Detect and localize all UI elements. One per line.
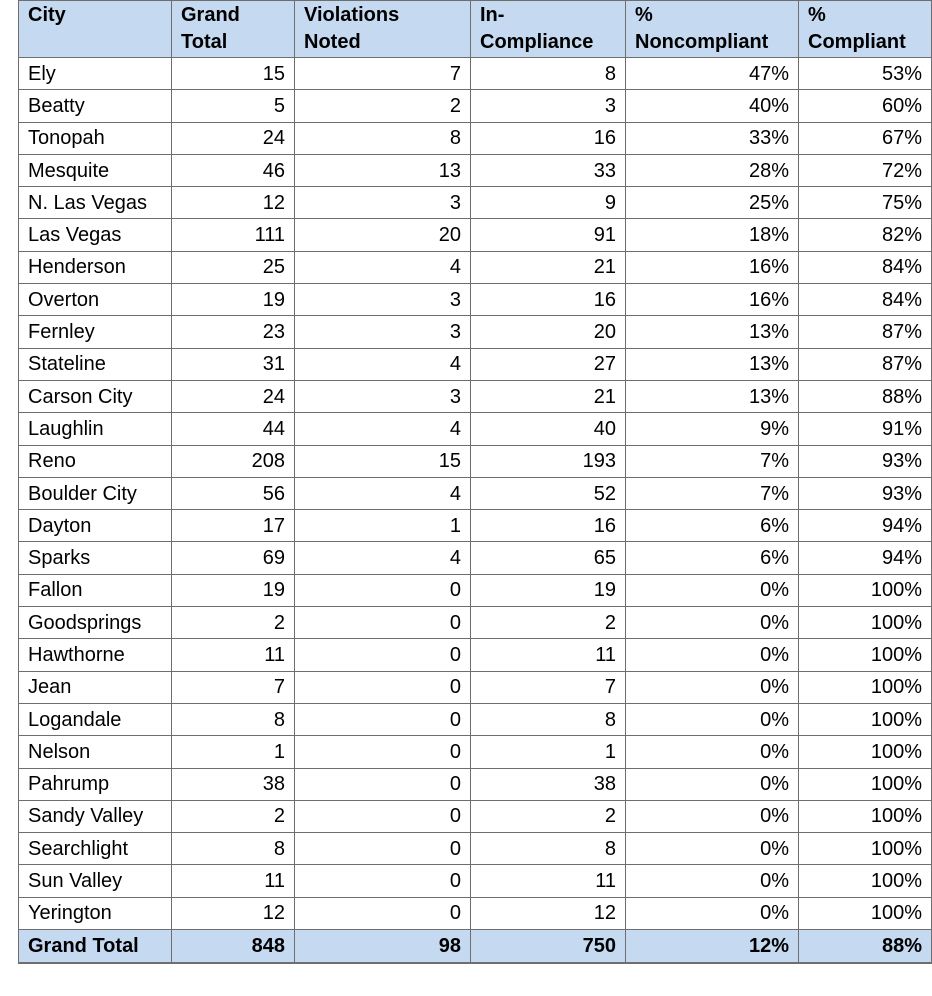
violations-cell: 2 bbox=[295, 90, 471, 122]
in-compliance-cell: 11 bbox=[471, 865, 626, 897]
in-compliance-cell: 2 bbox=[471, 800, 626, 832]
violations-cell: 3 bbox=[295, 284, 471, 316]
grand-total-cell: 12 bbox=[172, 187, 295, 219]
pct-compliant-cell: 82% bbox=[799, 219, 932, 251]
city-cell: Searchlight bbox=[19, 833, 172, 865]
pct-compliant-cell: 67% bbox=[799, 122, 932, 154]
violations-cell: 0 bbox=[295, 736, 471, 768]
total-violations-noted: 98 bbox=[295, 930, 471, 963]
table-row bbox=[19, 671, 932, 703]
table-row bbox=[19, 284, 932, 316]
in-compliance-cell: 20 bbox=[471, 316, 626, 348]
pct-compliant-cell: 91% bbox=[799, 413, 932, 445]
header-violations-noted: Violations Noted bbox=[295, 1, 471, 58]
grand-total-cell: 44 bbox=[172, 413, 295, 445]
violations-cell: 3 bbox=[295, 380, 471, 412]
grand-total-cell: 8 bbox=[172, 833, 295, 865]
violations-cell: 4 bbox=[295, 477, 471, 509]
grand-total-cell: 24 bbox=[172, 380, 295, 412]
pct-noncompliant-cell: 6% bbox=[626, 510, 799, 542]
city-cell: Logandale bbox=[19, 703, 172, 735]
table-row bbox=[19, 90, 932, 122]
pct-compliant-cell: 100% bbox=[799, 607, 932, 639]
pct-compliant-cell: 100% bbox=[799, 639, 932, 671]
grand-total-cell: 25 bbox=[172, 251, 295, 283]
city-cell: Las Vegas bbox=[19, 219, 172, 251]
violations-cell: 1 bbox=[295, 510, 471, 542]
grand-total-cell: 12 bbox=[172, 897, 295, 929]
grand-total-cell: 46 bbox=[172, 154, 295, 186]
header-row bbox=[19, 1, 932, 58]
city-cell: Pahrump bbox=[19, 768, 172, 800]
grand-total-cell: 7 bbox=[172, 671, 295, 703]
city-cell: Overton bbox=[19, 284, 172, 316]
pct-noncompliant-cell: 6% bbox=[626, 542, 799, 574]
pct-noncompliant-cell: 0% bbox=[626, 768, 799, 800]
in-compliance-cell: 193 bbox=[471, 445, 626, 477]
in-compliance-cell: 2 bbox=[471, 607, 626, 639]
violations-cell: 0 bbox=[295, 833, 471, 865]
table-row bbox=[19, 477, 932, 509]
in-compliance-cell: 8 bbox=[471, 58, 626, 90]
grand-total-cell: 8 bbox=[172, 703, 295, 735]
pct-noncompliant-cell: 16% bbox=[626, 284, 799, 316]
city-cell: Ely bbox=[19, 58, 172, 90]
table-body bbox=[19, 58, 932, 930]
grand-total-cell: 56 bbox=[172, 477, 295, 509]
city-cell: Dayton bbox=[19, 510, 172, 542]
in-compliance-cell: 16 bbox=[471, 510, 626, 542]
table-row bbox=[19, 833, 932, 865]
pct-compliant-cell: 84% bbox=[799, 251, 932, 283]
in-compliance-cell: 9 bbox=[471, 187, 626, 219]
violations-cell: 3 bbox=[295, 187, 471, 219]
pct-noncompliant-cell: 0% bbox=[626, 639, 799, 671]
pct-compliant-cell: 100% bbox=[799, 736, 932, 768]
grand-total-cell: 111 bbox=[172, 219, 295, 251]
header-city: City bbox=[19, 1, 172, 58]
grand-total-cell: 17 bbox=[172, 510, 295, 542]
city-cell: Stateline bbox=[19, 348, 172, 380]
table-row bbox=[19, 736, 932, 768]
pct-compliant-cell: 93% bbox=[799, 477, 932, 509]
pct-compliant-cell: 93% bbox=[799, 445, 932, 477]
violations-cell: 4 bbox=[295, 413, 471, 445]
city-cell: Fernley bbox=[19, 316, 172, 348]
city-cell: Mesquite bbox=[19, 154, 172, 186]
in-compliance-cell: 40 bbox=[471, 413, 626, 445]
in-compliance-cell: 7 bbox=[471, 671, 626, 703]
pct-noncompliant-cell: 40% bbox=[626, 90, 799, 122]
table-row bbox=[19, 380, 932, 412]
city-cell: Sandy Valley bbox=[19, 800, 172, 832]
city-cell: Henderson bbox=[19, 251, 172, 283]
table-row bbox=[19, 800, 932, 832]
grand-total-cell: 38 bbox=[172, 768, 295, 800]
pct-noncompliant-cell: 0% bbox=[626, 736, 799, 768]
grand-total-cell: 24 bbox=[172, 122, 295, 154]
in-compliance-cell: 52 bbox=[471, 477, 626, 509]
table-row bbox=[19, 542, 932, 574]
pct-compliant-cell: 100% bbox=[799, 671, 932, 703]
city-cell: Beatty bbox=[19, 90, 172, 122]
pct-noncompliant-cell: 0% bbox=[626, 865, 799, 897]
violations-cell: 0 bbox=[295, 671, 471, 703]
city-cell: Laughlin bbox=[19, 413, 172, 445]
pct-compliant-cell: 75% bbox=[799, 187, 932, 219]
violations-cell: 0 bbox=[295, 607, 471, 639]
table-row bbox=[19, 187, 932, 219]
grand-total-cell: 15 bbox=[172, 58, 295, 90]
table-row bbox=[19, 897, 932, 929]
table-row bbox=[19, 316, 932, 348]
table-row bbox=[19, 348, 932, 380]
pct-noncompliant-cell: 9% bbox=[626, 413, 799, 445]
grand-total-cell: 23 bbox=[172, 316, 295, 348]
in-compliance-cell: 12 bbox=[471, 897, 626, 929]
pct-compliant-cell: 87% bbox=[799, 316, 932, 348]
violations-cell: 15 bbox=[295, 445, 471, 477]
pct-compliant-cell: 94% bbox=[799, 510, 932, 542]
grand-total-cell: 19 bbox=[172, 284, 295, 316]
in-compliance-cell: 21 bbox=[471, 380, 626, 412]
grand-total-cell: 2 bbox=[172, 800, 295, 832]
pct-noncompliant-cell: 28% bbox=[626, 154, 799, 186]
in-compliance-cell: 8 bbox=[471, 703, 626, 735]
city-cell: Tonopah bbox=[19, 122, 172, 154]
in-compliance-cell: 16 bbox=[471, 284, 626, 316]
table-row bbox=[19, 445, 932, 477]
violations-cell: 0 bbox=[295, 639, 471, 671]
pct-compliant-cell: 94% bbox=[799, 542, 932, 574]
in-compliance-cell: 8 bbox=[471, 833, 626, 865]
table-row bbox=[19, 703, 932, 735]
pct-noncompliant-cell: 13% bbox=[626, 316, 799, 348]
pct-noncompliant-cell: 47% bbox=[626, 58, 799, 90]
total-pct-noncompliant: 12% bbox=[626, 930, 799, 963]
table-header bbox=[19, 1, 932, 58]
grand-total-cell: 208 bbox=[172, 445, 295, 477]
city-cell: Sun Valley bbox=[19, 865, 172, 897]
pct-noncompliant-cell: 7% bbox=[626, 445, 799, 477]
table-row bbox=[19, 219, 932, 251]
pct-compliant-cell: 100% bbox=[799, 865, 932, 897]
violations-cell: 4 bbox=[295, 348, 471, 380]
pct-compliant-cell: 88% bbox=[799, 380, 932, 412]
compliance-table bbox=[18, 0, 932, 964]
pct-compliant-cell: 100% bbox=[799, 768, 932, 800]
city-cell: Sparks bbox=[19, 542, 172, 574]
pct-noncompliant-cell: 33% bbox=[626, 122, 799, 154]
in-compliance-cell: 27 bbox=[471, 348, 626, 380]
pct-noncompliant-cell: 13% bbox=[626, 348, 799, 380]
violations-cell: 0 bbox=[295, 800, 471, 832]
table-row bbox=[19, 639, 932, 671]
header-pct-compliant: % Compliant bbox=[799, 1, 932, 58]
city-cell: Hawthorne bbox=[19, 639, 172, 671]
table-row bbox=[19, 574, 932, 606]
grand-total-cell: 11 bbox=[172, 865, 295, 897]
city-cell: Fallon bbox=[19, 574, 172, 606]
violations-cell: 0 bbox=[295, 897, 471, 929]
grand-total-cell: 2 bbox=[172, 607, 295, 639]
pct-noncompliant-cell: 0% bbox=[626, 897, 799, 929]
city-cell: Carson City bbox=[19, 380, 172, 412]
pct-noncompliant-cell: 13% bbox=[626, 380, 799, 412]
grand-total-cell: 5 bbox=[172, 90, 295, 122]
pct-compliant-cell: 72% bbox=[799, 154, 932, 186]
pct-compliant-cell: 100% bbox=[799, 897, 932, 929]
total-grand-total: 848 bbox=[172, 930, 295, 963]
grand-total-cell: 1 bbox=[172, 736, 295, 768]
pct-noncompliant-cell: 0% bbox=[626, 671, 799, 703]
city-cell: Goodsprings bbox=[19, 607, 172, 639]
in-compliance-cell: 33 bbox=[471, 154, 626, 186]
pct-noncompliant-cell: 0% bbox=[626, 703, 799, 735]
violations-cell: 3 bbox=[295, 316, 471, 348]
total-in-compliance: 750 bbox=[471, 930, 626, 963]
total-pct-compliant: 88% bbox=[799, 930, 932, 963]
city-cell: Boulder City bbox=[19, 477, 172, 509]
violations-cell: 13 bbox=[295, 154, 471, 186]
in-compliance-cell: 1 bbox=[471, 736, 626, 768]
pct-noncompliant-cell: 0% bbox=[626, 833, 799, 865]
pct-compliant-cell: 100% bbox=[799, 703, 932, 735]
table-row bbox=[19, 413, 932, 445]
in-compliance-cell: 11 bbox=[471, 639, 626, 671]
grand-total-cell: 31 bbox=[172, 348, 295, 380]
pct-compliant-cell: 60% bbox=[799, 90, 932, 122]
violations-cell: 4 bbox=[295, 251, 471, 283]
table-row bbox=[19, 607, 932, 639]
table-row bbox=[19, 154, 932, 186]
total-label: Grand Total bbox=[19, 930, 172, 963]
header-grand-total: Grand Total bbox=[172, 1, 295, 58]
pct-compliant-cell: 100% bbox=[799, 574, 932, 606]
violations-cell: 20 bbox=[295, 219, 471, 251]
pct-noncompliant-cell: 7% bbox=[626, 477, 799, 509]
table-row bbox=[19, 768, 932, 800]
in-compliance-cell: 3 bbox=[471, 90, 626, 122]
city-cell: Nelson bbox=[19, 736, 172, 768]
header-in-compliance: In-Compliance bbox=[471, 1, 626, 58]
violations-cell: 8 bbox=[295, 122, 471, 154]
in-compliance-cell: 38 bbox=[471, 768, 626, 800]
pct-compliant-cell: 53% bbox=[799, 58, 932, 90]
violations-cell: 7 bbox=[295, 58, 471, 90]
table-row bbox=[19, 510, 932, 542]
pct-noncompliant-cell: 18% bbox=[626, 219, 799, 251]
violations-cell: 0 bbox=[295, 768, 471, 800]
violations-cell: 0 bbox=[295, 703, 471, 735]
in-compliance-cell: 91 bbox=[471, 219, 626, 251]
city-cell: Reno bbox=[19, 445, 172, 477]
grand-total-cell: 11 bbox=[172, 639, 295, 671]
pct-noncompliant-cell: 0% bbox=[626, 800, 799, 832]
violations-cell: 0 bbox=[295, 574, 471, 606]
pct-compliant-cell: 100% bbox=[799, 833, 932, 865]
city-cell: Yerington bbox=[19, 897, 172, 929]
grand-total-cell: 69 bbox=[172, 542, 295, 574]
header-pct-noncompliant: % Noncompliant bbox=[626, 1, 799, 58]
table-row bbox=[19, 865, 932, 897]
pct-noncompliant-cell: 0% bbox=[626, 607, 799, 639]
pct-noncompliant-cell: 25% bbox=[626, 187, 799, 219]
city-cell: Jean bbox=[19, 671, 172, 703]
violations-cell: 0 bbox=[295, 865, 471, 897]
grand-total-row bbox=[19, 930, 932, 963]
pct-compliant-cell: 100% bbox=[799, 800, 932, 832]
table-row bbox=[19, 58, 932, 90]
table-footer bbox=[19, 930, 932, 963]
table-row bbox=[19, 122, 932, 154]
pct-noncompliant-cell: 0% bbox=[626, 574, 799, 606]
city-cell: N. Las Vegas bbox=[19, 187, 172, 219]
pct-compliant-cell: 84% bbox=[799, 284, 932, 316]
violations-cell: 4 bbox=[295, 542, 471, 574]
table-row bbox=[19, 251, 932, 283]
in-compliance-cell: 21 bbox=[471, 251, 626, 283]
in-compliance-cell: 65 bbox=[471, 542, 626, 574]
grand-total-cell: 19 bbox=[172, 574, 295, 606]
in-compliance-cell: 19 bbox=[471, 574, 626, 606]
pct-compliant-cell: 87% bbox=[799, 348, 932, 380]
pct-noncompliant-cell: 16% bbox=[626, 251, 799, 283]
in-compliance-cell: 16 bbox=[471, 122, 626, 154]
